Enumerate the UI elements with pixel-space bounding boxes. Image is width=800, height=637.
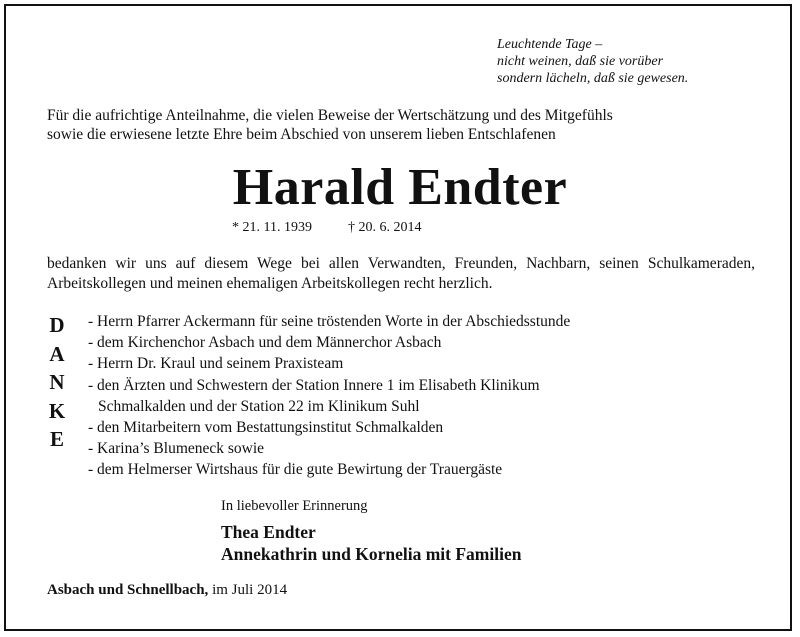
- list-item: - Herrn Pfarrer Ackermann für seine tröstenden Worte in der Abschiedsstunde: [88, 313, 571, 330]
- danke-letter: K: [48, 398, 66, 423]
- signers: [221, 521, 521, 565]
- intro-line: Für die aufrichtige Anteilnahme, die vielen Beweise der Wertschätzung und des Mitgefühls: [47, 107, 613, 124]
- memorial-quote: [497, 36, 688, 87]
- list-item: - Herrn Dr. Kraul und seinem Praxisteam: [88, 355, 344, 373]
- place: Asbach und Schnellbach,: [47, 582, 209, 598]
- closing-phrase: In liebevoller Erinnerung: [221, 498, 368, 514]
- place-date: [47, 582, 287, 599]
- danke-vertical: [44, 311, 70, 454]
- list-item: - Karina’s Blumeneck sowie: [88, 440, 265, 458]
- birth-date: * 21. 11. 1939: [232, 220, 312, 235]
- danke-letter: A: [49, 341, 65, 366]
- list-item-continuation: Schmalkalden und der Station 22 im Klinikum Suhl: [98, 397, 420, 415]
- danke-letter: E: [49, 427, 64, 451]
- quote-line: nicht weinen, daß sie vorüber: [497, 54, 664, 69]
- deceased-name: Harald Endter: [232, 159, 568, 216]
- danke-letter: D: [49, 313, 65, 337]
- intro-text: [47, 106, 613, 144]
- life-dates: [232, 220, 457, 236]
- quote-line: Leuchtende Tage –: [497, 37, 603, 52]
- date: im Juli 2014: [212, 582, 288, 598]
- list-item: - dem Helmerser Wirtshaus für die gute Bewirtung der Trauergäste: [88, 461, 503, 479]
- list-item: - den Ärzten und Schwestern der Station Innere 1 im Elisabeth Klinikum: [88, 376, 540, 394]
- thanks-paragraph: bedanken wir uns auf diesem Wege bei allen Verwandten, Freunden, Nachbarn, seinen Schulkameraden, Arbeitskollegen und meinen ehemaligen Arbeitskollegen recht herzlich.: [47, 255, 755, 292]
- signer-name: Annekathrin und Kornelia mit Familien: [221, 544, 522, 564]
- intro-line: sowie die erwiesene letzte Ehre beim Abschied von unserem lieben Entschlafenen: [47, 126, 556, 143]
- danke-letter: N: [49, 370, 65, 394]
- signer-name: Thea Endter: [221, 522, 316, 542]
- list-item: - den Mitarbeitern vom Bestattungsinstitut Schmalkalden: [88, 419, 444, 437]
- list-item: - dem Kirchenchor Asbach und dem Männerchor Asbach: [88, 334, 442, 352]
- thanks-list: [88, 311, 570, 481]
- quote-line: sondern lächeln, daß sie gewesen.: [497, 71, 689, 86]
- death-date: † 20. 6. 2014: [347, 220, 422, 235]
